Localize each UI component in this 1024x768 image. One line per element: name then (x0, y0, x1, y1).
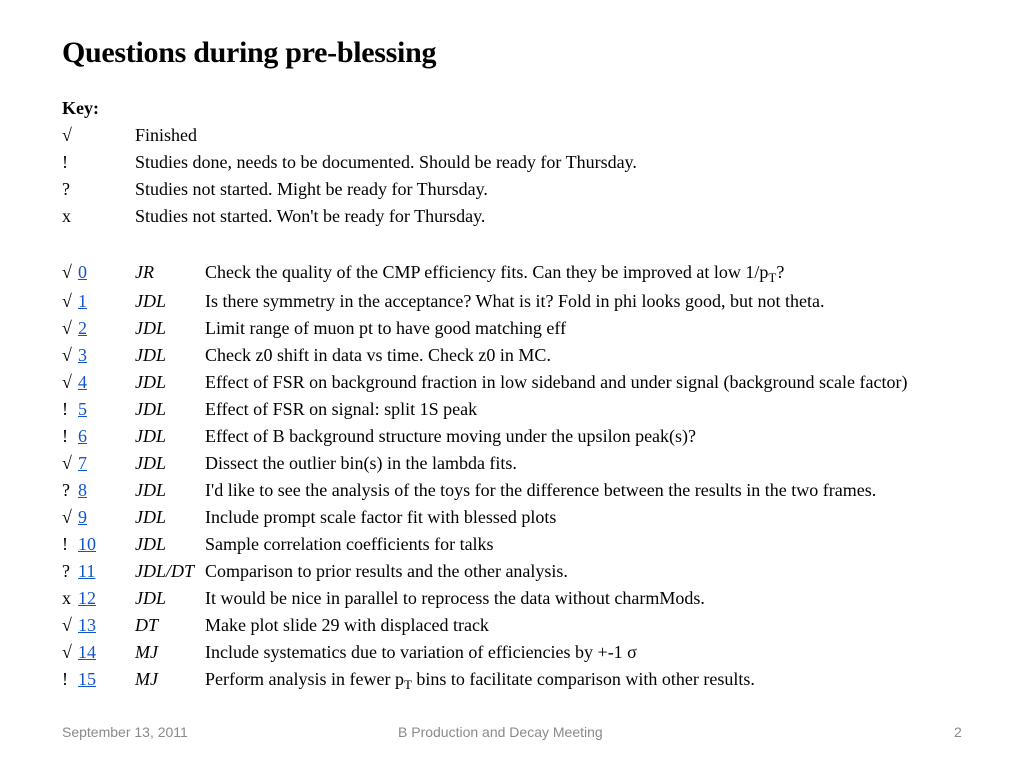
question-number[interactable]: 0 (78, 262, 87, 282)
key-description: Studies not started. Might be ready for Thursday. (135, 179, 488, 199)
key-row (62, 151, 637, 178)
question-text (205, 425, 696, 447)
question-link[interactable] (78, 641, 135, 663)
question-owner: JDL (135, 507, 166, 527)
question-row (62, 290, 907, 317)
question-row (62, 560, 907, 587)
question-row (62, 641, 907, 668)
status-mark: √ (62, 372, 72, 392)
question-text-main: Effect of FSR on signal: split 1S peak (205, 399, 478, 419)
key-legend (62, 124, 637, 232)
question-row (62, 614, 907, 641)
status-mark: √ (62, 345, 72, 365)
question-link[interactable] (78, 506, 135, 528)
question-row (62, 425, 907, 452)
question-number[interactable]: 12 (78, 588, 96, 608)
question-text (205, 533, 494, 555)
question-number[interactable]: 15 (78, 669, 96, 689)
question-owner: MJ (135, 669, 158, 689)
status-mark: ? (62, 480, 70, 500)
question-owner: JDL (135, 534, 166, 554)
footer-date: September 13, 2011 (62, 724, 188, 740)
question-row (62, 398, 907, 425)
question-link[interactable] (78, 317, 135, 339)
question-link[interactable] (78, 587, 135, 609)
question-text-main: Include systematics due to variation of efficiencies by +-1 σ (205, 642, 637, 662)
key-description: Studies done, needs to be documented. Should be ready for Thursday. (135, 152, 637, 172)
status-mark: √ (62, 318, 72, 338)
subscript: T (403, 677, 412, 692)
slide-title: Questions during pre-blessing (62, 36, 437, 69)
question-text-main: Check z0 shift in data vs time. Check z0 in MC. (205, 345, 551, 365)
question-number[interactable]: 7 (78, 453, 87, 473)
question-row (62, 506, 907, 533)
question-owner: JDL (135, 372, 166, 392)
question-text (205, 560, 568, 582)
question-number[interactable]: 8 (78, 480, 87, 500)
status-mark: ! (62, 534, 68, 554)
question-owner: JDL/DT (135, 561, 195, 581)
question-number[interactable]: 14 (78, 642, 96, 662)
question-text-main: Sample correlation coefficients for talks (205, 534, 494, 554)
key-symbol: √ (62, 125, 72, 145)
question-row (62, 479, 907, 506)
question-row (62, 452, 907, 479)
question-owner: JDL (135, 426, 166, 446)
question-text (205, 506, 556, 528)
question-text (205, 317, 566, 339)
question-text (205, 452, 517, 474)
question-link[interactable] (78, 425, 135, 447)
key-symbol: ? (62, 179, 70, 199)
question-number[interactable]: 2 (78, 318, 87, 338)
question-owner: JDL (135, 345, 166, 365)
question-text-main: Is there symmetry in the acceptance? What is it? Fold in phi looks good, but not theta. (205, 291, 825, 311)
key-description: Finished (135, 125, 198, 145)
key-symbol: x (62, 206, 71, 226)
question-link[interactable] (78, 479, 135, 501)
question-owner: JR (135, 262, 154, 282)
status-mark: x (62, 588, 71, 608)
question-owner: JDL (135, 291, 166, 311)
question-row (62, 371, 907, 398)
status-mark: √ (62, 291, 72, 311)
question-number[interactable]: 9 (78, 507, 87, 527)
question-number[interactable]: 13 (78, 615, 96, 635)
question-link[interactable] (78, 533, 135, 555)
question-owner: MJ (135, 642, 158, 662)
status-mark: ! (62, 426, 68, 446)
key-row (62, 205, 637, 232)
question-link[interactable] (78, 398, 135, 420)
question-text-main: Limit range of muon pt to have good matching eff (205, 318, 567, 338)
status-mark: ! (62, 669, 68, 689)
question-number[interactable]: 3 (78, 345, 87, 365)
status-mark: √ (62, 642, 72, 662)
subscript: T (768, 270, 777, 285)
question-text (205, 479, 876, 501)
question-owner: JDL (135, 480, 166, 500)
key-symbol: ! (62, 152, 68, 172)
question-number[interactable]: 10 (78, 534, 96, 554)
status-mark: √ (62, 615, 72, 635)
status-mark: √ (62, 453, 72, 473)
question-number[interactable]: 4 (78, 372, 87, 392)
key-row (62, 178, 637, 205)
status-mark: ? (62, 561, 70, 581)
question-row (62, 317, 907, 344)
question-text-main: Comparison to prior results and the other analysis. (205, 561, 568, 581)
question-text (205, 614, 489, 636)
question-text (205, 290, 825, 312)
question-text (205, 398, 477, 420)
question-number[interactable]: 1 (78, 291, 87, 311)
key-row (62, 124, 637, 151)
question-link[interactable] (78, 344, 135, 366)
question-link[interactable] (78, 452, 135, 474)
question-text-main: Include prompt scale factor fit with blessed plots (205, 507, 557, 527)
questions-list (62, 261, 907, 697)
question-link[interactable] (78, 371, 135, 393)
status-mark: √ (62, 262, 72, 282)
question-row (62, 344, 907, 371)
question-text-main: Dissect the outlier bin(s) in the lambda fits. (205, 453, 517, 473)
page-number: 2 (954, 724, 962, 740)
question-number[interactable]: 5 (78, 399, 87, 419)
question-text-main: Effect of FSR on background fraction in low sideband and under signal (background scale factor) (205, 372, 908, 392)
question-text-main: Make plot slide 29 with displaced track (205, 615, 489, 635)
status-mark: ! (62, 399, 68, 419)
question-text-main: It would be nice in parallel to reprocess the data without charmMods. (205, 588, 705, 608)
key-description: Studies not started. Won't be ready for Thursday. (135, 206, 486, 226)
question-owner: JDL (135, 453, 166, 473)
question-text (205, 371, 907, 393)
status-mark: √ (62, 507, 72, 527)
question-owner: JDL (135, 399, 166, 419)
question-number[interactable]: 6 (78, 426, 87, 446)
question-text (205, 344, 551, 366)
question-text (205, 641, 637, 663)
question-text-tail: ? (776, 262, 785, 282)
question-text-main: Effect of B background structure moving under the upsilon peak(s)? (205, 426, 697, 446)
question-number[interactable]: 11 (78, 561, 96, 581)
question-link[interactable] (78, 560, 135, 582)
question-row (62, 587, 907, 614)
question-owner: JDL (135, 318, 166, 338)
question-text (205, 587, 705, 609)
question-text-main: I'd like to see the analysis of the toys for the difference between the results in the two frames. (205, 480, 877, 500)
footer-meeting-name: B Production and Decay Meeting (398, 724, 603, 740)
question-text (205, 668, 755, 690)
question-link[interactable] (78, 261, 135, 283)
question-link[interactable] (78, 614, 135, 636)
question-row (62, 668, 907, 697)
question-link[interactable] (78, 668, 135, 690)
question-link[interactable] (78, 290, 135, 312)
question-text-tail: bins to facilitate comparison with other results. (411, 669, 755, 689)
question-text-main: Perform analysis in fewer p (205, 669, 404, 689)
question-row (62, 533, 907, 560)
question-row (62, 261, 907, 290)
question-owner: DT (135, 615, 159, 635)
question-text-main: Check the quality of the CMP efficiency fits. Can they be improved at low 1/p (205, 262, 769, 282)
question-owner: JDL (135, 588, 166, 608)
key-heading: Key: (62, 98, 99, 118)
question-text (205, 261, 784, 283)
